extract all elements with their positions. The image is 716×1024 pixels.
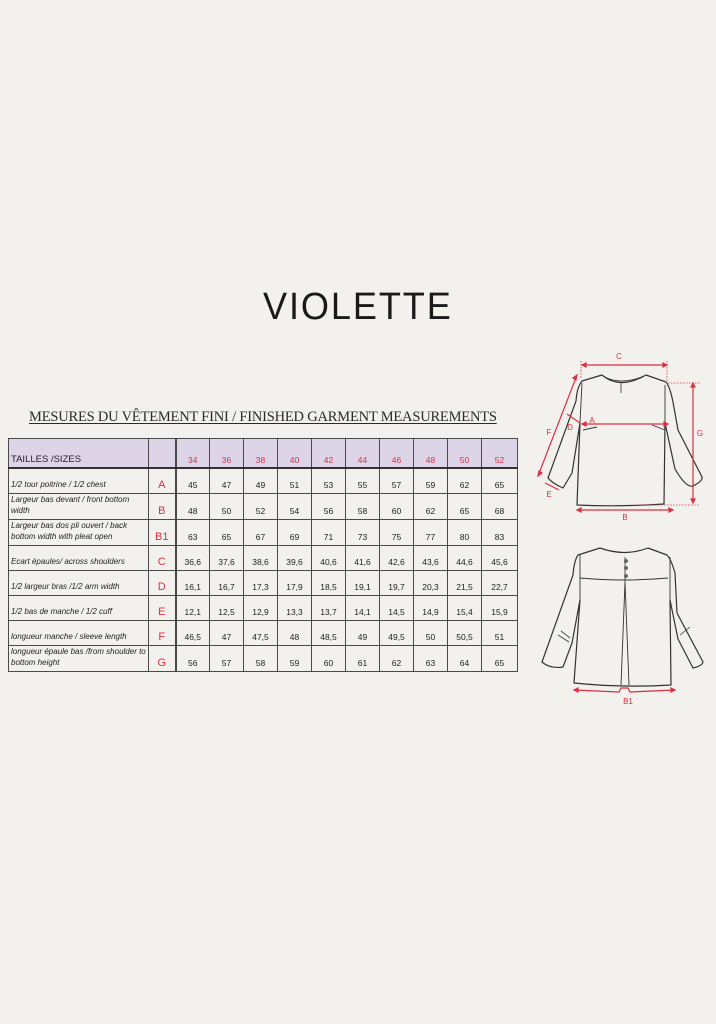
measurement-label: longueur épaule bas /from shoulder to bottom height [9, 646, 149, 672]
measurement-value: 55 [346, 468, 380, 494]
measurement-value: 80 [448, 520, 482, 546]
measurement-value: 57 [210, 646, 244, 672]
measurement-value: 15,4 [448, 596, 482, 621]
measurement-value: 13,7 [312, 596, 346, 621]
measurement-value: 20,3 [414, 571, 448, 596]
measurement-value: 45 [176, 468, 210, 494]
measurement-value: 68 [482, 494, 518, 520]
table-subtitle: MESURES DU VÊTEMENT FINI / FINISHED GARMENT MEASUREMENTS [29, 409, 497, 425]
measurement-value: 75 [380, 520, 414, 546]
measurement-code: C [149, 546, 176, 571]
table-row [9, 520, 518, 546]
label-b: B [622, 513, 628, 522]
page-title [0, 284, 716, 329]
measurement-value: 65 [482, 646, 518, 672]
measurement-value: 12,5 [210, 596, 244, 621]
header-code-cell [149, 439, 176, 469]
table-row [9, 494, 518, 520]
measurement-value: 12,9 [244, 596, 278, 621]
measurement-value: 50 [414, 621, 448, 646]
front-garment-drawing [530, 345, 710, 525]
measurement-value: 73 [346, 520, 380, 546]
measurement-code: B1 [149, 520, 176, 546]
measurement-value: 48 [176, 494, 210, 520]
measurement-value: 12,1 [176, 596, 210, 621]
measurement-value: 69 [278, 520, 312, 546]
measurement-code: B [149, 494, 176, 520]
measurement-value: 14,1 [346, 596, 380, 621]
measurement-value: 48,5 [312, 621, 346, 646]
measurement-value: 19,7 [380, 571, 414, 596]
measurement-value: 59 [414, 468, 448, 494]
size-header: 36 [210, 439, 244, 469]
measurement-value: 17,3 [244, 571, 278, 596]
measurement-code: A [149, 468, 176, 494]
measurement-value: 57 [380, 468, 414, 494]
table-row [9, 571, 518, 596]
measurement-value: 83 [482, 520, 518, 546]
measurement-value: 49,5 [380, 621, 414, 646]
measurement-value: 16,1 [176, 571, 210, 596]
measurement-value: 63 [176, 520, 210, 546]
label-e: E [546, 490, 552, 499]
label-b1: B1 [623, 697, 633, 706]
measurement-value: 60 [312, 646, 346, 672]
measurement-value: 14,9 [414, 596, 448, 621]
measurement-value: 37,6 [210, 546, 244, 571]
measurement-value: 71 [312, 520, 346, 546]
table-row [9, 546, 518, 571]
table-row [9, 596, 518, 621]
measurement-value: 49 [244, 468, 278, 494]
measurement-value: 14,5 [380, 596, 414, 621]
measurement-value: 52 [244, 494, 278, 520]
measurement-value: 13,3 [278, 596, 312, 621]
measurement-value: 50,5 [448, 621, 482, 646]
measurement-value: 39,6 [278, 546, 312, 571]
measurement-label: 1/2 tour poitrine / 1/2 chest [9, 468, 149, 494]
size-header: 50 [448, 439, 482, 469]
size-header: 38 [244, 439, 278, 469]
measurement-label: 1/2 bas de manche / 1/2 cuff [9, 596, 149, 621]
measurement-value: 43,6 [414, 546, 448, 571]
measurement-label: longueur manche / sleeve length [9, 621, 149, 646]
measurement-value: 53 [312, 468, 346, 494]
label-a: A [589, 416, 595, 425]
label-f: F [546, 428, 552, 437]
measurement-value: 65 [448, 494, 482, 520]
size-header: 44 [346, 439, 380, 469]
measurement-value: 15,9 [482, 596, 518, 621]
measurement-label: Ecart épaules/ across shoulders [9, 546, 149, 571]
measurement-value: 49 [346, 621, 380, 646]
measurement-value: 47 [210, 621, 244, 646]
measurement-code: G [149, 646, 176, 672]
page-title-text: VIOLETTE [263, 286, 453, 328]
measurement-value: 62 [380, 646, 414, 672]
measurement-value: 51 [482, 621, 518, 646]
measurement-value: 40,6 [312, 546, 346, 571]
label-d: D [567, 423, 573, 432]
measurement-value: 60 [380, 494, 414, 520]
table-row [9, 646, 518, 672]
measurement-value: 19,1 [346, 571, 380, 596]
size-header: 40 [278, 439, 312, 469]
measurement-value: 45,6 [482, 546, 518, 571]
table-row [9, 468, 518, 494]
measurement-value: 58 [244, 646, 278, 672]
measurement-value: 22,7 [482, 571, 518, 596]
measurement-value: 56 [312, 494, 346, 520]
size-header: 42 [312, 439, 346, 469]
measurement-value: 47,5 [244, 621, 278, 646]
measurement-value: 63 [414, 646, 448, 672]
size-header: 46 [380, 439, 414, 469]
measurement-value: 56 [176, 646, 210, 672]
measurement-value: 50 [210, 494, 244, 520]
measurement-value: 18,5 [312, 571, 346, 596]
measurement-value: 58 [346, 494, 380, 520]
measurement-value: 16,7 [210, 571, 244, 596]
measurement-value: 59 [278, 646, 312, 672]
measurement-value: 41,6 [346, 546, 380, 571]
measurement-value: 77 [414, 520, 448, 546]
measurement-value: 67 [244, 520, 278, 546]
measurement-value: 64 [448, 646, 482, 672]
measurement-value: 46,5 [176, 621, 210, 646]
measurement-code: E [149, 596, 176, 621]
measurement-value: 38,6 [244, 546, 278, 571]
measurement-table [8, 438, 518, 672]
measurement-label: 1/2 largeur bras /1/2 arm width [9, 571, 149, 596]
header-label: TAILLES /SIZES [9, 439, 149, 469]
label-g: G [696, 429, 704, 438]
measurement-value: 36,6 [176, 546, 210, 571]
measurement-value: 21,5 [448, 571, 482, 596]
table-header-row [9, 439, 518, 469]
measurement-value: 54 [278, 494, 312, 520]
measurement-label: Largeur bas dos pli ouvert / back bottom width with pleat open [9, 520, 149, 546]
size-header: 34 [176, 439, 210, 469]
size-header: 52 [482, 439, 518, 469]
measurement-value: 48 [278, 621, 312, 646]
measurement-value: 44,6 [448, 546, 482, 571]
label-c: C [616, 352, 622, 361]
measurement-value: 62 [414, 494, 448, 520]
measurement-value: 42,6 [380, 546, 414, 571]
measurement-value: 51 [278, 468, 312, 494]
back-garment-drawing [530, 535, 710, 715]
measurement-code: D [149, 571, 176, 596]
measurement-label: Largeur bas devant / front bottom width [9, 494, 149, 520]
table-row [9, 621, 518, 646]
measurement-value: 47 [210, 468, 244, 494]
measurement-value: 62 [448, 468, 482, 494]
measurement-value: 65 [482, 468, 518, 494]
measurement-value: 61 [346, 646, 380, 672]
measurement-value: 17,9 [278, 571, 312, 596]
size-header: 48 [414, 439, 448, 469]
measurement-value: 65 [210, 520, 244, 546]
measurement-code: F [149, 621, 176, 646]
